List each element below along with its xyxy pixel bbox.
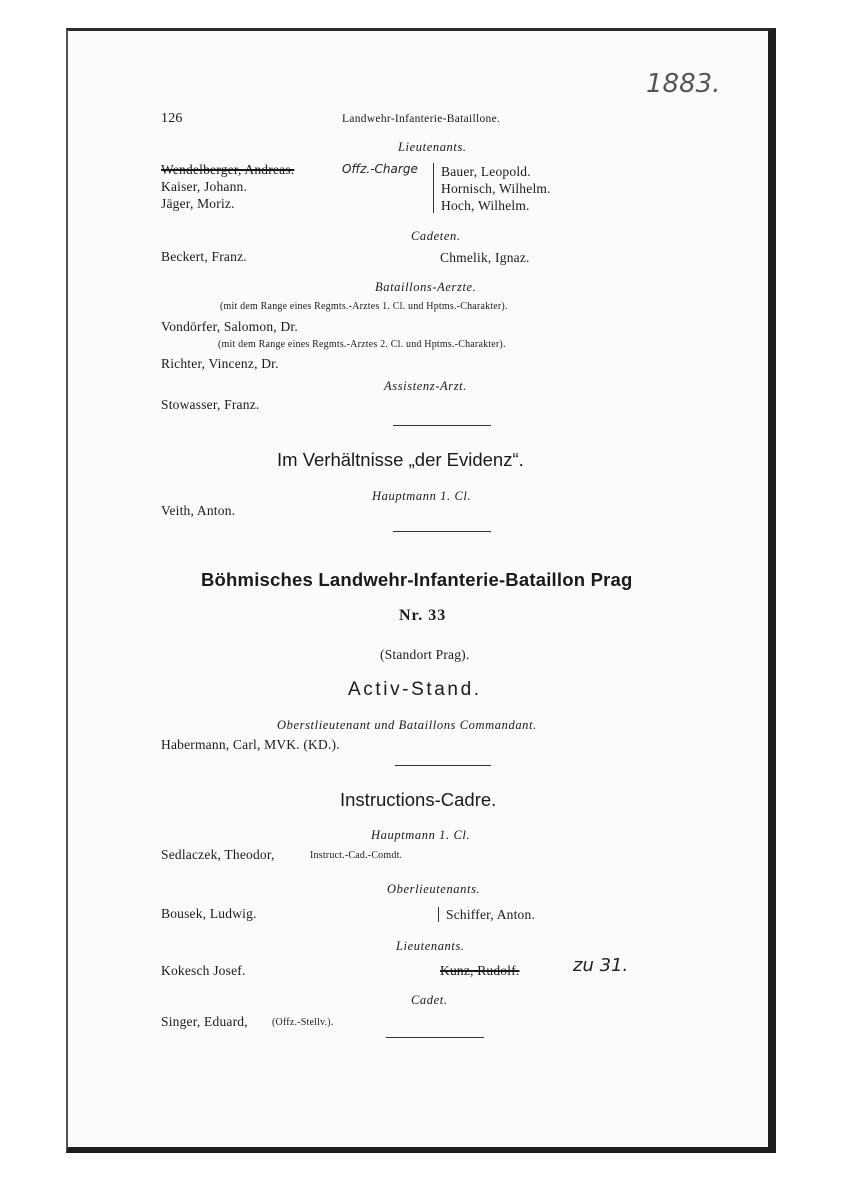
- lieutenant-right-1: Bauer, Leopold.: [441, 164, 531, 179]
- cadre-hauptmann-note: Instruct.-Cad.-Comdt.: [310, 850, 403, 861]
- oberlieut-left: Bousek, Ludwig.: [161, 906, 257, 921]
- evidenz-rank: Hauptmann 1. Cl.: [372, 489, 472, 503]
- divider-1: [393, 425, 491, 426]
- cadre-hauptmann-rank: Hauptmann 1. Cl.: [371, 828, 471, 842]
- column-divider: [433, 163, 434, 213]
- page-number: 126: [161, 111, 183, 126]
- cadets-heading: Cadeten.: [411, 229, 461, 243]
- handwritten-offz-charge: Offz.-Charge: [342, 162, 418, 176]
- assistenz-name: Stowasser, Franz.: [161, 397, 260, 412]
- lieutenant-left-3: Jäger, Moriz.: [161, 196, 235, 211]
- lieutenant-right-2: Hornisch, Wilhelm.: [441, 181, 551, 196]
- cadre-title: Instructions-Cadre.: [340, 789, 497, 810]
- lieutenant-right-3: Hoch, Wilhelm.: [441, 198, 530, 213]
- arzt-1: Vondörfer, Salomon, Dr.: [161, 319, 298, 334]
- oberlieut-heading: Oberlieutenants.: [387, 882, 481, 896]
- battalion-standort: (Standort Prag).: [380, 647, 470, 662]
- rank-note-2: (mit dem Range eines Regmts.-Arztes 2. Cl. und Hptms.-Charakter).: [218, 339, 506, 350]
- oberlieut-right: Schiffer, Anton.: [446, 907, 536, 922]
- arzt-2: Richter, Vincenz, Dr.: [161, 356, 279, 371]
- rank-note-1: (mit dem Range eines Regmts.-Arztes 1. Cl. und Hptms.-Charakter).: [220, 301, 508, 312]
- battalion-number: Nr. 33: [399, 607, 447, 624]
- cadet-left: Beckert, Franz.: [161, 249, 247, 264]
- cadre-cadet-note: (Offz.-Stellv.).: [272, 1017, 334, 1028]
- commander-rank: Oberstlieutenant und Bataillons Commandant.: [277, 718, 537, 732]
- cadre-cadet-heading: Cadet.: [411, 993, 448, 1007]
- divider-2: [393, 531, 491, 532]
- oberlieut-divider: [438, 907, 439, 922]
- scanned-page: [66, 28, 776, 1153]
- cadet-right: Chmelik, Ignaz.: [440, 250, 530, 265]
- cadre-lieut-right: Kunz, Rudolf.: [440, 963, 520, 978]
- handwritten-year: 1883.: [646, 69, 721, 99]
- evidenz-title: Im Verhältnisse „der Evidenz“.: [277, 449, 524, 470]
- lieutenants-heading: Lieutenants.: [398, 140, 467, 154]
- cadre-hauptmann-name: Sedlaczek, Theodor,: [161, 847, 275, 862]
- handwritten-zu-31: zu 31.: [573, 955, 629, 976]
- divider-4: [386, 1037, 484, 1038]
- lieutenant-left-2: Kaiser, Johann.: [161, 179, 248, 194]
- running-header: Landwehr-Infanterie-Bataillone.: [342, 113, 501, 125]
- cadre-lieut-left: Kokesch Josef.: [161, 963, 246, 978]
- activ-stand-title: Activ-Stand.: [348, 679, 482, 700]
- evidenz-name: Veith, Anton.: [161, 503, 236, 518]
- assistenz-heading: Assistenz-Arzt.: [384, 379, 467, 393]
- lieutenant-left-1: Wendelberger, Andreas.: [161, 162, 295, 177]
- battalion-title: Böhmisches Landwehr-Infanterie-Bataillon Prag: [201, 569, 633, 590]
- commander-name: Habermann, Carl, MVK. (KD.).: [161, 737, 340, 752]
- cadre-lieut-heading: Lieutenants.: [396, 939, 465, 953]
- cadre-cadet-name: Singer, Eduard,: [161, 1014, 248, 1029]
- bataillons-aerzte-heading: Bataillons-Aerzte.: [375, 280, 477, 294]
- divider-3: [395, 765, 491, 766]
